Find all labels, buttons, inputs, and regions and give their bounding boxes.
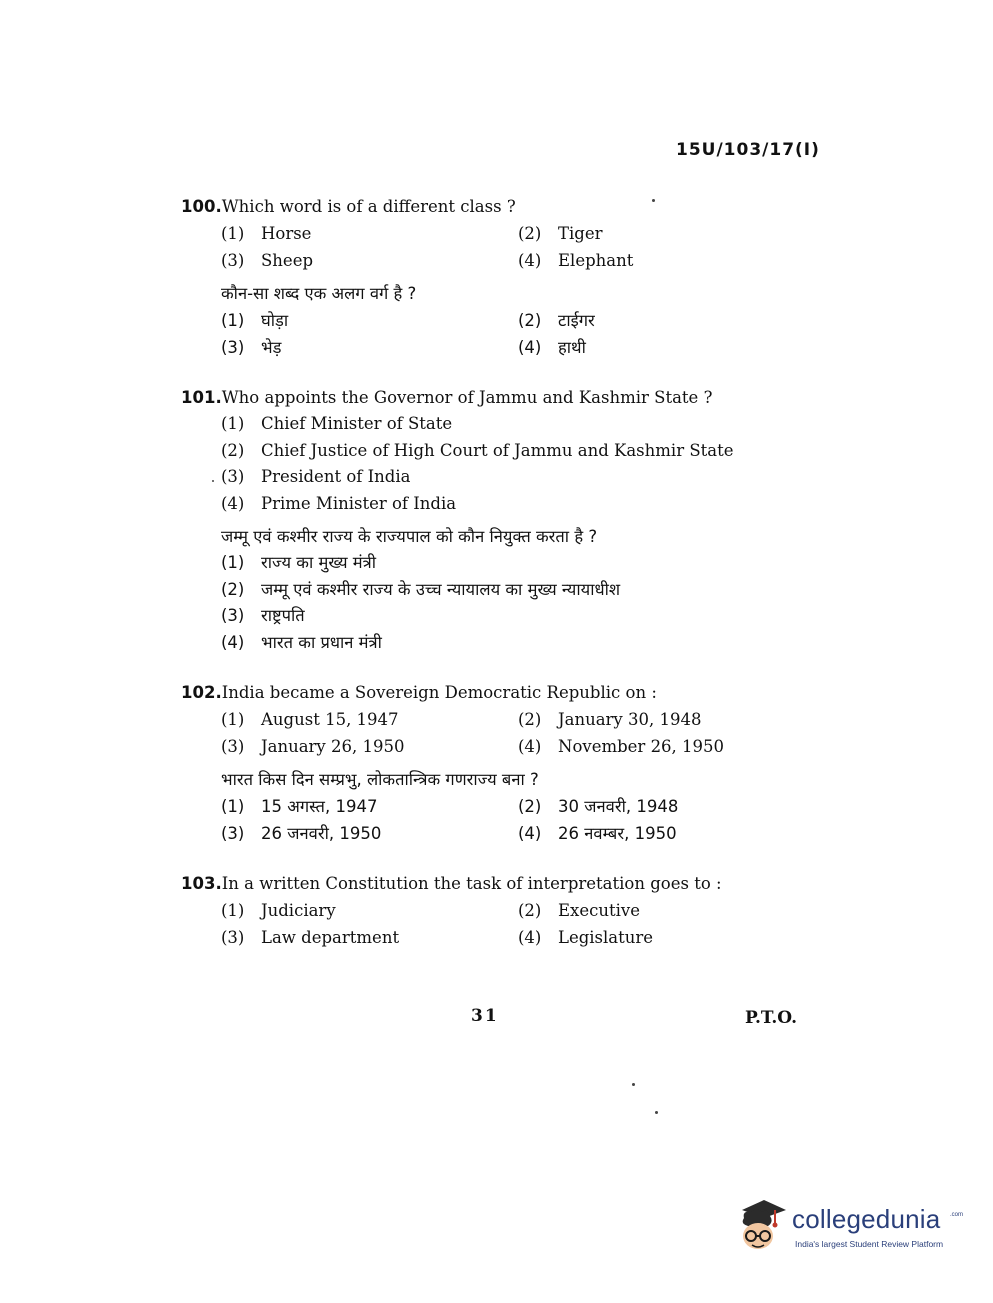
hindi-option-3: (3) भेड़ xyxy=(221,338,282,357)
scan-speck xyxy=(652,199,655,202)
question-stem: India became a Sovereign Democratic Republic on : xyxy=(221,683,657,702)
pto-label: P.T.O. xyxy=(745,1008,797,1028)
option-1: (1) Chief Minister of State xyxy=(221,414,453,433)
question-text xyxy=(181,680,801,706)
option-4: (4) Prime Minister of India xyxy=(221,493,457,513)
hindi-question-text: कौन-सा शब्द एक अलग वर्ग है ? xyxy=(221,284,417,303)
options xyxy=(221,411,801,517)
brand-name: collegedunia xyxy=(792,1204,941,1234)
scan-speck xyxy=(632,1083,635,1086)
hindi-option-4: (4) 26 नवम्बर, 1950 xyxy=(518,824,677,843)
question-text xyxy=(181,385,801,411)
option-3: (3) President of India xyxy=(221,467,411,486)
hindi-options xyxy=(221,307,801,361)
student-mascot-icon xyxy=(734,1196,790,1254)
hindi-option-1: (1) राज्य का मुख्य मंत्री xyxy=(221,553,377,572)
hindi-option-3: (3) 26 जनवरी, 1950 xyxy=(221,824,382,843)
collegedunia-watermark xyxy=(734,1196,964,1256)
question-103 xyxy=(181,871,801,951)
brand-tagline: India's largest Student Review Platform xyxy=(795,1239,944,1249)
hindi-version xyxy=(181,766,801,847)
question-stem: Which word is of a different class ? xyxy=(221,197,516,216)
option-1: (1) August 15, 1947 xyxy=(221,710,399,729)
hindi-question-text: जम्मू एवं कश्मीर राज्य के राज्यपाल को कौन नियुक्त करता है ? xyxy=(221,527,598,546)
question-101 xyxy=(181,385,801,656)
page-number: 31 xyxy=(471,1006,499,1026)
option-2: (2) Tiger xyxy=(518,224,603,243)
hindi-option-2: (2) 30 जनवरी, 1948 xyxy=(518,797,679,816)
question-text xyxy=(181,194,801,220)
options xyxy=(221,897,801,951)
question-stem: In a written Constitution the task of interpretation goes to : xyxy=(221,874,722,893)
hindi-option-1: (1) घोड़ा xyxy=(221,311,289,330)
question-100 xyxy=(181,194,801,361)
option-4: (4) Elephant xyxy=(518,251,634,270)
hindi-option-2: (2) जम्मू एवं कश्मीर राज्य के उच्च न्यायालय का मुख्य न्यायाधीश xyxy=(221,579,621,599)
options xyxy=(221,220,801,274)
question-number: 103. xyxy=(181,874,222,893)
hindi-version xyxy=(181,523,801,656)
hindi-version xyxy=(181,280,801,361)
option-1: (1) Horse xyxy=(221,224,312,243)
hindi-option-4: (4) भारत का प्रधान मंत्री xyxy=(221,632,382,652)
hindi-options xyxy=(221,793,801,847)
question-number: 100. xyxy=(181,197,222,216)
option-2: (2) Executive xyxy=(518,901,640,920)
option-2: (2) Chief Justice of High Court of Jammu and Kashmir State xyxy=(221,440,734,460)
option-4: (4) November 26, 1950 xyxy=(518,737,725,756)
paper-code: 15U/103/17(I) xyxy=(676,140,820,160)
question-stem: Who appoints the Governor of Jammu and Kashmir State ? xyxy=(221,388,713,407)
option-4: (4) Legislature xyxy=(518,928,654,947)
question-number: 102. xyxy=(181,683,222,702)
question-102 xyxy=(181,680,801,847)
question-number: 101. xyxy=(181,388,222,407)
scan-speck xyxy=(212,480,214,482)
options xyxy=(221,706,801,760)
hindi-option-3: (3) राष्ट्रपति xyxy=(221,606,305,625)
question-text xyxy=(181,871,801,897)
option-3: (3) Law department xyxy=(221,928,400,947)
option-3: (3) January 26, 1950 xyxy=(221,737,405,756)
option-2: (2) January 30, 1948 xyxy=(518,710,702,729)
option-3: (3) Sheep xyxy=(221,251,314,270)
scan-speck xyxy=(655,1111,658,1114)
hindi-option-1: (1) 15 अगस्त, 1947 xyxy=(221,797,378,816)
hindi-options xyxy=(221,550,801,656)
option-1: (1) Judiciary xyxy=(221,901,336,920)
hindi-question-text: भारत किस दिन सम्प्रभु, लोकतान्त्रिक गणराज्य बना ? xyxy=(221,770,539,789)
hindi-option-4: (4) हाथी xyxy=(518,338,586,357)
brand-domain: .com xyxy=(950,1212,964,1218)
hindi-option-2: (2) टाईगर xyxy=(518,311,595,330)
